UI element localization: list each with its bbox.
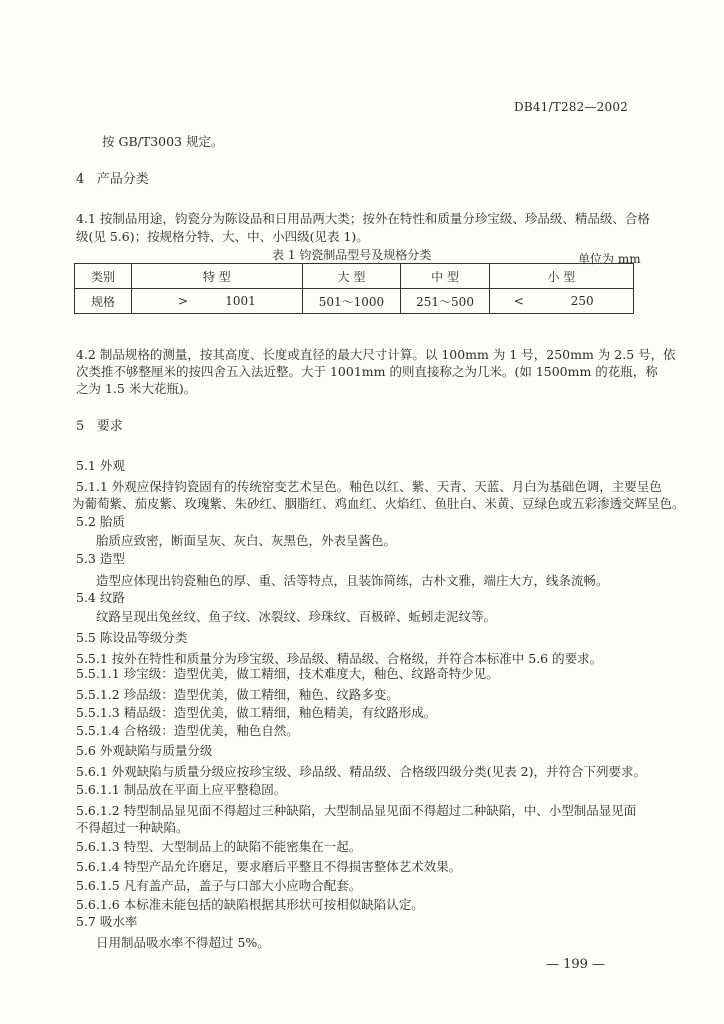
text-line: 5.5 陈设品等级分类 bbox=[76, 630, 188, 645]
section-title: 要求 bbox=[96, 419, 123, 434]
text-line: 5.5.1.3 精品级：造型优美，做工精细，釉色精美，有纹路形成。 bbox=[76, 705, 437, 720]
paragraph-gbt3003: 按 GB/T3003 规定。 bbox=[102, 134, 224, 149]
column-header-medium: 中 型 bbox=[401, 264, 490, 289]
cell-operator: < bbox=[513, 294, 524, 308]
standard-code: DB41/T282—2002 bbox=[514, 100, 628, 114]
text-line: 5.5.1 按外在特性和质量分为珍宝级、珍品级、精品级、合格级，并符合本标准中 5.6 的要求。 bbox=[76, 651, 603, 666]
table-caption: 表 1 钧瓷制品型号及规格分类 bbox=[272, 248, 432, 262]
text-line: 胎质应致密，断面呈灰、灰白、灰黑色，外表呈酱色。 bbox=[96, 533, 397, 548]
cell-value: 1001 bbox=[225, 294, 256, 308]
text-line: 5.5.1.2 珍品级：造型优美，做工精细，釉色、纹路多变。 bbox=[76, 687, 399, 702]
row-label-spec: 规格 bbox=[75, 289, 132, 314]
text-line: 5.7 吸水率 bbox=[76, 914, 138, 929]
cell-value: 250 bbox=[570, 294, 594, 308]
text-line: 造型应体现出钧瓷釉色的厚、重、活等特点，且装饰简练，古朴文雅，端庄大方，线条流畅。 bbox=[96, 573, 609, 588]
text-line: 5.2 胎质 bbox=[76, 514, 125, 529]
text-line: 5.6.1 外观缺陷与质量分级应按珍宝级、珍品级、精品级、合格级四级分类(见表 2)，并符合下列要求。 bbox=[76, 764, 646, 779]
section-4-2-line-2: 次类推不够整厘米的按四舍五入法近整。大于 1001mm 的则直接称之为几米。(如 1500mm 的花瓶，称 bbox=[76, 364, 658, 379]
text-line: 5.6 外观缺陷与质量分级 bbox=[76, 743, 213, 758]
text-line: 日用制品吸水率不得超过 5%。 bbox=[96, 935, 270, 950]
text-line: 5.5.1.4 合格级：造型优美，釉色自然。 bbox=[76, 723, 299, 738]
section-4-1-line-2: 级(见 5.6)；按规格分特、大、中、小四级(见表 1)。 bbox=[76, 229, 369, 244]
text-line: 5.6.1.4 特型产品允许磨足，要求磨后平整且不得损害整体艺术效果。 bbox=[76, 859, 462, 874]
cell-special bbox=[132, 289, 303, 314]
section-number: 5 bbox=[76, 419, 85, 434]
cell-large bbox=[302, 289, 401, 314]
cell-operator: > bbox=[177, 294, 188, 308]
table-spec-row bbox=[75, 289, 634, 314]
text-line: 为葡萄紫、茄皮紫、玫瑰紫、朱砂红、胭脂红、鸡血红、火焰红、鱼肚白、米黄、豆绿色或五彩渗透交辉呈色。 bbox=[72, 496, 685, 511]
text-line: 5.6.1.1 制品放在平面上应平整稳固。 bbox=[76, 782, 287, 797]
text-line: 5.4 纹路 bbox=[76, 590, 125, 605]
cell-medium bbox=[401, 289, 490, 314]
text-line: 5.5.1.1 珍宝级：造型优美，做工精细，技术难度大，釉色、纹路奇特少见。 bbox=[76, 666, 499, 681]
section-4-2-line-3: 之为 1.5 米大花瓶)。 bbox=[76, 381, 197, 396]
table-header-row bbox=[75, 264, 634, 289]
text-line: 5.6.1.5 凡有盖产品，盖子与口部大小应吻合配套。 bbox=[76, 878, 362, 893]
text-line: 5.6.1.2 特型制品显见面不得超过三种缺陷，大型制品显见面不得超过二种缺陷，中、小型制品显见面 bbox=[76, 803, 637, 818]
section-5-heading bbox=[76, 415, 123, 434]
spec-table bbox=[74, 263, 634, 314]
text-line: 纹路呈现出兔丝纹、鱼子纹、冰裂纹、珍珠纹、百极碎、蚯蚓走泥纹等。 bbox=[96, 609, 497, 624]
cell-value: 501～1000 bbox=[318, 294, 385, 309]
row-label-category: 类别 bbox=[75, 264, 132, 289]
section-4-2-line-1: 4.2 制品规格的测量，按其高度、长度或直径的最大尺寸计算。以 100mm 为 1 号，250mm 为 2.5 号，依 bbox=[76, 347, 676, 362]
section-4-1-line-1: 4.1 按制品用途，钧瓷分为陈设品和日用品两大类；按外在特性和质量分珍宝级、珍品级、精品级、合格 bbox=[76, 211, 650, 226]
section-4-heading bbox=[76, 168, 149, 187]
column-header-large: 大 型 bbox=[302, 264, 401, 289]
text-line: 5.1 外观 bbox=[76, 458, 125, 473]
page-number: — 199 — bbox=[546, 957, 606, 972]
cell-value: 251～500 bbox=[416, 294, 474, 309]
section-title: 产品分类 bbox=[96, 172, 149, 187]
section-number: 4 bbox=[76, 172, 85, 187]
cell-small bbox=[489, 289, 633, 314]
text-line: 不得超过一种缺陷。 bbox=[76, 820, 189, 835]
table-unit: 单位为 mm bbox=[578, 252, 641, 266]
text-line: 5.6.1.3 特型、大型制品上的缺陷不能密集在一起。 bbox=[76, 839, 362, 854]
column-header-small: 小 型 bbox=[489, 264, 633, 289]
column-header-special: 特 型 bbox=[132, 264, 303, 289]
text-line: 5.3 造型 bbox=[76, 551, 125, 566]
text-line: 5.1.1 外观应保持钧瓷固有的传统窑变艺术呈色。釉色以红、紫、天青、天蓝、月白为基础色调，主要呈色 bbox=[76, 479, 662, 494]
text-line: 5.6.1.6 本标准未能包括的缺陷根据其形状可按相似缺陷认定。 bbox=[76, 897, 424, 912]
